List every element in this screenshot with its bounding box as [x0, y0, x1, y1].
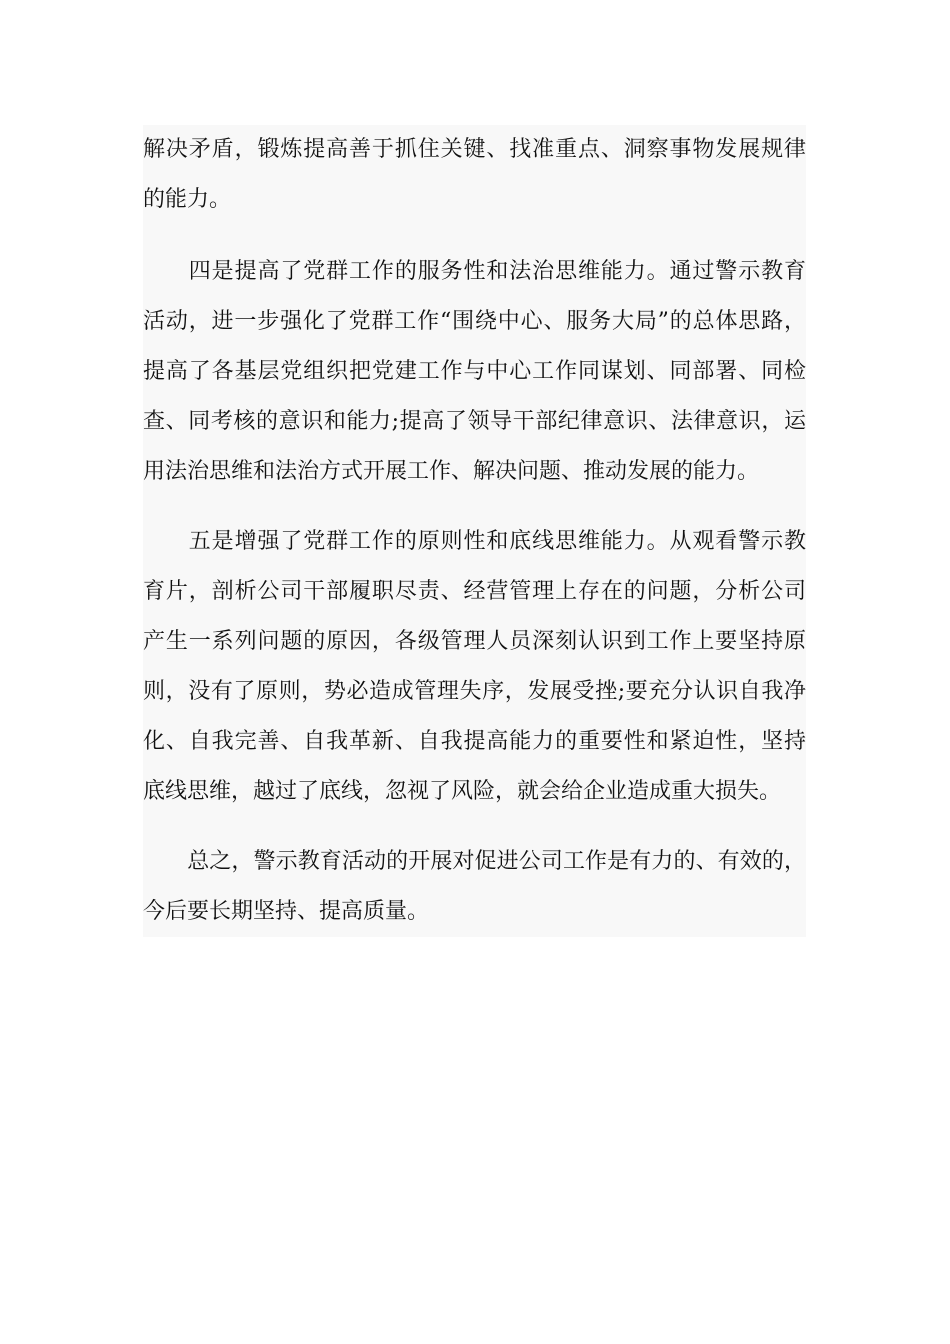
- paragraph-point-five: [143, 517, 806, 817]
- paragraph-summary: [143, 837, 806, 937]
- text-line: 产生一系列问题的原因，各级管理人员深刻认识到工作上要坚持原: [143, 629, 806, 654]
- text-line: 用法治思维和法治方式开展工作、解决问题、推动发展的能力。: [143, 459, 760, 484]
- text-line: 查、同考核的意识和能力;提高了领导干部纪律意识、法律意识，运: [143, 409, 806, 434]
- text-line: 今后要长期坚持、提高质量。: [143, 899, 430, 924]
- text-line: 总之，警示教育活动的开展对促进公司工作是有力的、有效的，: [143, 849, 806, 874]
- text-line: 则，没有了原则，势必造成管理失序，发展受挫;要充分认识自我净: [143, 679, 806, 704]
- text-line: 的能力。: [143, 187, 232, 212]
- text-line: 四是提高了党群工作的服务性和法治思维能力。通过警示教育: [143, 259, 806, 284]
- text-line: 活动，进一步强化了党群工作“围绕中心、服务大局”的总体思路，: [143, 309, 806, 334]
- text-line: 解决矛盾，锻炼提高善于抓住关键、找准重点、洞察事物发展规律: [143, 137, 806, 162]
- text-line: 育片，剖析公司干部履职尽责、经营管理上存在的问题，分析公司: [143, 579, 806, 604]
- text-line: 底线思维，越过了底线，忽视了风险，就会给企业造成重大损失。: [143, 779, 782, 804]
- text-line: 化、自我完善、自我革新、自我提高能力的重要性和紧迫性，坚持: [143, 729, 806, 754]
- document-body: [143, 125, 806, 937]
- text-line: 五是增强了党群工作的原则性和底线思维能力。从观看警示教: [143, 529, 806, 554]
- text-line: 提高了各基层党组织把党建工作与中心工作同谋划、同部署、同检: [143, 359, 806, 384]
- paragraph-conclusion-part: [143, 125, 806, 225]
- paragraph-point-four: [143, 247, 806, 497]
